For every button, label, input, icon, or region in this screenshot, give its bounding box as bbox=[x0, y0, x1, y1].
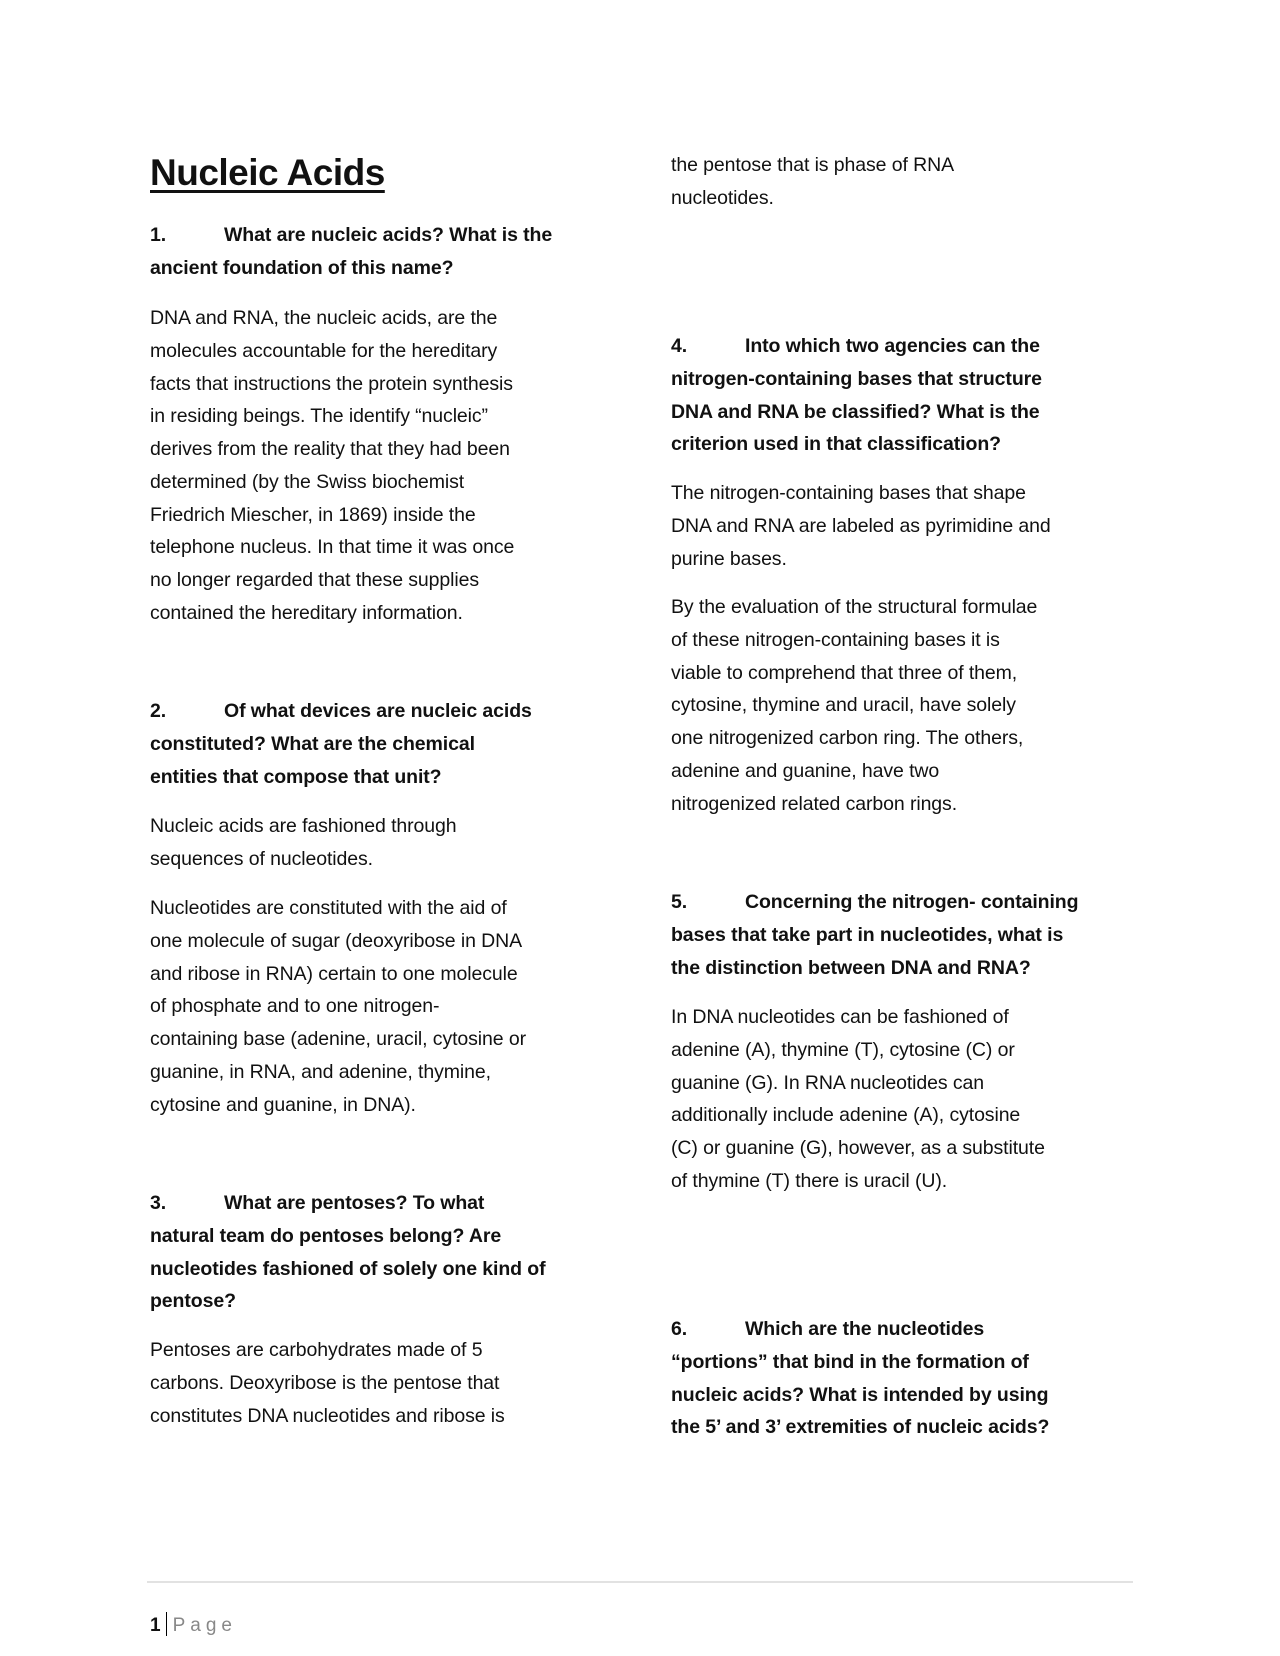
line-text: nitrogenized related carbon rings. bbox=[671, 792, 958, 815]
text-line bbox=[671, 1067, 1151, 1100]
text-line bbox=[150, 695, 630, 728]
line-text: guanine (G). In RNA nucleotides can bbox=[671, 1071, 985, 1094]
line-text: DNA and RNA are labeled as pyrimidine and bbox=[671, 514, 1051, 537]
line-text: of thymine (T) there is uracil (U). bbox=[671, 1169, 948, 1192]
line-text: By the evaluation of the structural formulae bbox=[671, 596, 1038, 618]
text-line bbox=[150, 1334, 630, 1367]
line-text: Friedrich Miescher, in 1869) inside the bbox=[150, 503, 476, 526]
line-text: facts that instructions the protein synthesis bbox=[150, 372, 513, 395]
text-line bbox=[150, 810, 630, 843]
text-line bbox=[671, 1001, 1151, 1034]
line-text: sequences of nucleotides. bbox=[150, 847, 373, 870]
line-text: one nitrogenized carbon ring. The others, bbox=[671, 727, 1024, 749]
line-text: derives from the reality that they had been bbox=[150, 438, 510, 460]
text-line bbox=[150, 1400, 630, 1433]
line-text: Nucleotides are constituted with the aid of bbox=[150, 897, 507, 919]
page-title: Nucleic Acids bbox=[150, 152, 385, 193]
line-text: nucleotides fashioned of solely one kind of bbox=[150, 1257, 546, 1280]
text-line bbox=[671, 396, 1151, 429]
line-text: DNA and RNA be classified? What is the bbox=[671, 400, 1040, 423]
line-text: no longer regarded that these supplies bbox=[150, 569, 480, 591]
line-text: DNA and RNA, the nucleic acids, are the bbox=[150, 307, 498, 329]
line-text: The nitrogen-containing bases that shape bbox=[671, 482, 1026, 504]
line-text: constituted? What are the chemical bbox=[150, 732, 475, 755]
line-text: Pentoses are carbohydrates made of 5 bbox=[150, 1339, 483, 1361]
text-line bbox=[150, 728, 630, 761]
text-line bbox=[671, 689, 1151, 722]
text-line bbox=[671, 1165, 1151, 1198]
text-line bbox=[150, 1089, 630, 1122]
text-line bbox=[671, 886, 1151, 919]
line-text: additionally include adenine (A), cytosine bbox=[671, 1104, 1021, 1127]
text-line bbox=[150, 1220, 630, 1253]
text-line bbox=[150, 597, 630, 630]
line-text: ancient foundation of this name? bbox=[150, 256, 454, 279]
page-number: 1 bbox=[150, 1615, 161, 1636]
text-line bbox=[150, 761, 630, 794]
question-number: 3. bbox=[150, 1192, 167, 1214]
answer-paragraph bbox=[671, 149, 1151, 215]
line-text: nucleotides. bbox=[671, 186, 774, 209]
text-line bbox=[671, 1411, 1151, 1444]
text-line bbox=[150, 925, 630, 958]
text-line bbox=[671, 1034, 1151, 1067]
line-text: containing base (adenine, uracil, cytosine or bbox=[150, 1028, 526, 1050]
line-text: Which are the nucleotides bbox=[745, 1318, 985, 1340]
text-line bbox=[671, 330, 1151, 363]
line-text: one molecule of sugar (deoxyribose in DNA bbox=[150, 929, 523, 952]
text-line bbox=[150, 499, 630, 532]
line-text: nucleic acids? What is intended by using bbox=[671, 1383, 1049, 1406]
text-line bbox=[150, 531, 630, 564]
footer-divider bbox=[147, 1581, 1133, 1583]
text-line bbox=[150, 1367, 630, 1400]
question-heading bbox=[671, 886, 1151, 984]
answer-paragraph bbox=[150, 302, 630, 630]
answer-paragraph bbox=[150, 810, 630, 876]
text-line bbox=[150, 466, 630, 499]
line-text: pentose? bbox=[150, 1290, 236, 1313]
answer-paragraph bbox=[671, 591, 1151, 820]
line-text: In DNA nucleotides can be fashioned of bbox=[671, 1006, 1009, 1028]
text-line bbox=[671, 952, 1151, 985]
text-line bbox=[671, 477, 1151, 510]
text-line bbox=[150, 564, 630, 597]
answer-paragraph bbox=[671, 1001, 1151, 1198]
line-text: Of what devices are nucleic acids bbox=[224, 700, 532, 722]
line-text: telephone nucleus. In that time it was once bbox=[150, 536, 515, 559]
line-text: adenine (A), thymine (T), cytosine (C) or bbox=[671, 1038, 1015, 1061]
line-text: natural team do pentoses belong? Are bbox=[150, 1224, 502, 1247]
line-text: determined (by the Swiss biochemist bbox=[150, 470, 465, 493]
text-line bbox=[671, 591, 1151, 624]
line-text: bases that take part in nucleotides, what is bbox=[671, 923, 1064, 946]
line-text: Into which two agencies can the bbox=[745, 335, 1040, 357]
line-text: What are nucleic acids? What is the bbox=[224, 224, 553, 246]
line-text: (C) or guanine (G), however, as a substitute bbox=[671, 1137, 1045, 1159]
line-text: the distinction between DNA and RNA? bbox=[671, 956, 1031, 979]
answer-paragraph bbox=[671, 477, 1151, 575]
line-text: “portions” that bind in the formation of bbox=[671, 1350, 1029, 1373]
text-line bbox=[150, 433, 630, 466]
question-number: 4. bbox=[671, 335, 688, 357]
text-line bbox=[671, 1313, 1151, 1346]
line-text: adenine and guanine, have two bbox=[671, 759, 940, 782]
text-line bbox=[671, 788, 1151, 821]
page-footer bbox=[150, 1612, 237, 1637]
text-line bbox=[150, 892, 630, 925]
line-text: cytosine, thymine and uracil, have solely bbox=[671, 694, 1016, 717]
text-line bbox=[150, 990, 630, 1023]
footer-separator bbox=[166, 1612, 167, 1636]
text-line bbox=[671, 722, 1151, 755]
text-line bbox=[671, 755, 1151, 788]
text-line bbox=[671, 149, 1151, 182]
line-text: purine bases. bbox=[671, 547, 787, 570]
answer-paragraph bbox=[150, 1334, 630, 1432]
line-text: criterion used in that classification? bbox=[671, 433, 1001, 456]
line-text: cytosine and guanine, in DNA). bbox=[150, 1093, 416, 1116]
text-line bbox=[150, 1253, 630, 1286]
text-line bbox=[150, 252, 630, 285]
text-line bbox=[671, 428, 1151, 461]
page-label: Page bbox=[172, 1615, 237, 1636]
text-line bbox=[671, 919, 1151, 952]
question-heading bbox=[150, 695, 630, 793]
line-text: constitutes DNA nucleotides and ribose is bbox=[150, 1404, 505, 1427]
text-line bbox=[150, 1056, 630, 1089]
text-line bbox=[150, 368, 630, 401]
text-line bbox=[150, 302, 630, 335]
line-text: molecules accountable for the hereditary bbox=[150, 339, 498, 362]
text-line bbox=[671, 182, 1151, 215]
text-line bbox=[671, 510, 1151, 543]
question-number: 6. bbox=[671, 1318, 688, 1340]
line-text: and ribose in RNA) certain to one molecule bbox=[150, 962, 518, 985]
line-text: guanine, in RNA, and adenine, thymine, bbox=[150, 1060, 491, 1083]
text-line bbox=[150, 335, 630, 368]
text-line bbox=[150, 400, 630, 433]
text-line bbox=[671, 363, 1151, 396]
question-number: 1. bbox=[150, 224, 167, 246]
line-text: Concerning the nitrogen- containing bbox=[745, 891, 1079, 913]
question-heading bbox=[150, 219, 630, 285]
text-line bbox=[150, 958, 630, 991]
question-heading bbox=[671, 330, 1151, 461]
text-line bbox=[671, 1346, 1151, 1379]
text-line bbox=[671, 657, 1151, 690]
line-text: viable to comprehend that three of them, bbox=[671, 661, 1018, 684]
line-text: nitrogen-containing bases that structure bbox=[671, 367, 1042, 390]
text-line bbox=[150, 1187, 630, 1220]
text-line bbox=[671, 1099, 1151, 1132]
line-text: in residing beings. The identify “nucleic” bbox=[150, 405, 488, 428]
line-text: the pentose that is phase of RNA bbox=[671, 154, 954, 176]
line-text: contained the hereditary information. bbox=[150, 601, 463, 624]
line-text: carbons. Deoxyribose is the pentose that bbox=[150, 1371, 500, 1394]
answer-paragraph bbox=[150, 892, 630, 1121]
text-line bbox=[150, 1023, 630, 1056]
text-line bbox=[150, 843, 630, 876]
line-text: of phosphate and to one nitrogen- bbox=[150, 995, 440, 1018]
line-text: entities that compose that unit? bbox=[150, 765, 442, 788]
line-text: What are pentoses? To what bbox=[224, 1192, 485, 1214]
line-text: the 5’ and 3’ extremities of nucleic acids? bbox=[671, 1416, 1050, 1439]
line-text: of these nitrogen-containing bases it is bbox=[671, 628, 1000, 651]
question-number: 2. bbox=[150, 700, 167, 722]
question-heading bbox=[150, 1187, 630, 1318]
line-text: Nucleic acids are fashioned through bbox=[150, 815, 457, 837]
text-line bbox=[150, 219, 630, 252]
text-line bbox=[671, 624, 1151, 657]
text-line bbox=[150, 1285, 630, 1318]
question-number: 5. bbox=[671, 891, 688, 913]
text-line bbox=[671, 1379, 1151, 1412]
text-line bbox=[671, 1132, 1151, 1165]
question-heading bbox=[671, 1313, 1151, 1444]
text-line bbox=[671, 543, 1151, 576]
